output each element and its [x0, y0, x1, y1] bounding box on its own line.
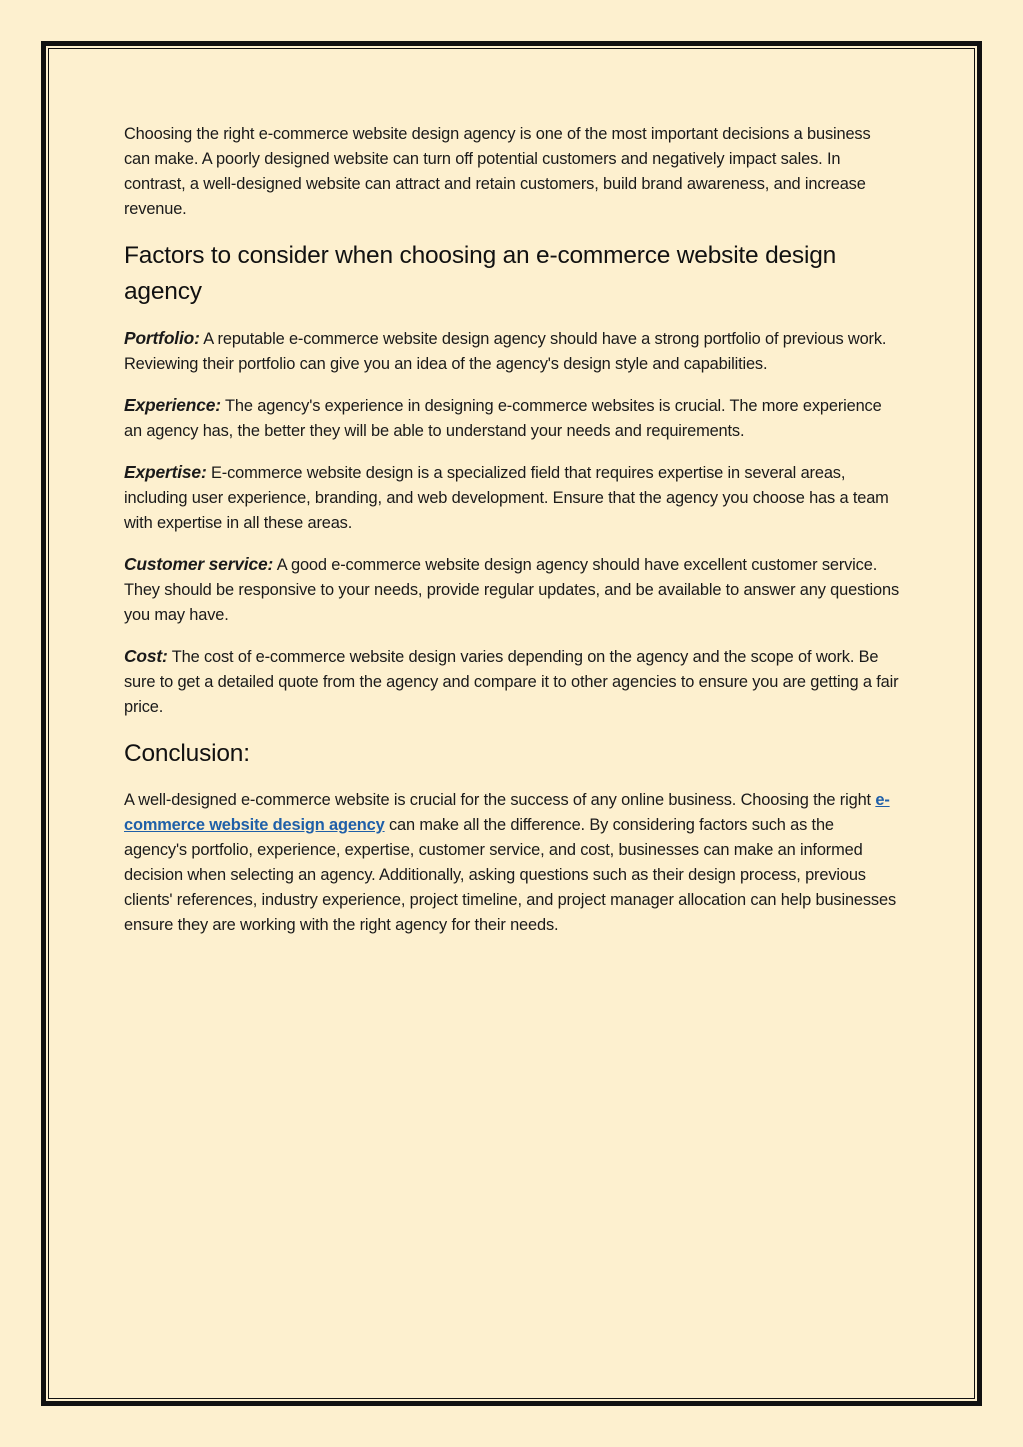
factor-term: Cost: [124, 646, 168, 666]
conclusion-text-start: A well-designed e-commerce website is crucial for the success of any online business. Choosing the right [124, 791, 876, 809]
factor-text: A reputable e-commerce website design agency should have a strong portfolio of previous work. Reviewing their portfolio can give you an idea of the agency's design style and capabilities. [124, 330, 887, 373]
factor-text: E-commerce website design is a specialized field that requires expertise in several areas, including user experience, branding, and web development. Ensure that the agency you choose has a team with expertise in all these areas. [124, 464, 889, 532]
conclusion-heading: Conclusion: [124, 740, 250, 767]
factor-text: The cost of e-commerce website design varies depending on the agency and the scope of work. Be sure to get a detailed quote from the agency and compare it to other agencies to ensure you are getting a fair price. [124, 648, 899, 716]
factor-text: The agency's experience in designing e-commerce websites is crucial. The more experience an agency has, the better they will be able to understand your needs and requirements. [124, 397, 882, 440]
conclusion-text-end: can make all the difference. By considering factors such as the agency's portfolio, experience, expertise, customer service, and cost, businesses can make an informed decision when selecting an agency. Additionally, asking questions such as their design process, previous clients' references, industry experience, project timeline, and project manager allocation can help businesses ensure they are working with the right agency for their needs. [124, 816, 896, 934]
document-body [124, 122, 900, 954]
factor-term: Portfolio: [124, 328, 200, 348]
factor-term: Experience: [124, 395, 221, 415]
factor-experience [124, 393, 900, 444]
conclusion-paragraph [124, 788, 900, 938]
agency-link[interactable]: e-commerce website design agency [124, 791, 890, 834]
factors-heading: Factors to consider when choosing an e-commerce website design agency [124, 242, 837, 305]
factor-term: Expertise: [124, 462, 207, 482]
factor-portfolio [124, 326, 900, 377]
factor-cost [124, 644, 900, 720]
factor-customer-service [124, 552, 900, 628]
intro-paragraph: Choosing the right e-commerce website design agency is one of the most important decisions a business can make. A poorly designed website can turn off potential customers and negatively impact sales. In contrast, a well-designed website can attract and retain customers, build brand awareness, and increase revenue. [124, 125, 871, 218]
factor-expertise [124, 460, 900, 536]
factor-term: Customer service: [124, 554, 274, 574]
factor-text: A good e-commerce website design agency should have excellent customer service. They should be responsive to your needs, provide regular updates, and be available to answer any questions you may have. [124, 556, 899, 624]
